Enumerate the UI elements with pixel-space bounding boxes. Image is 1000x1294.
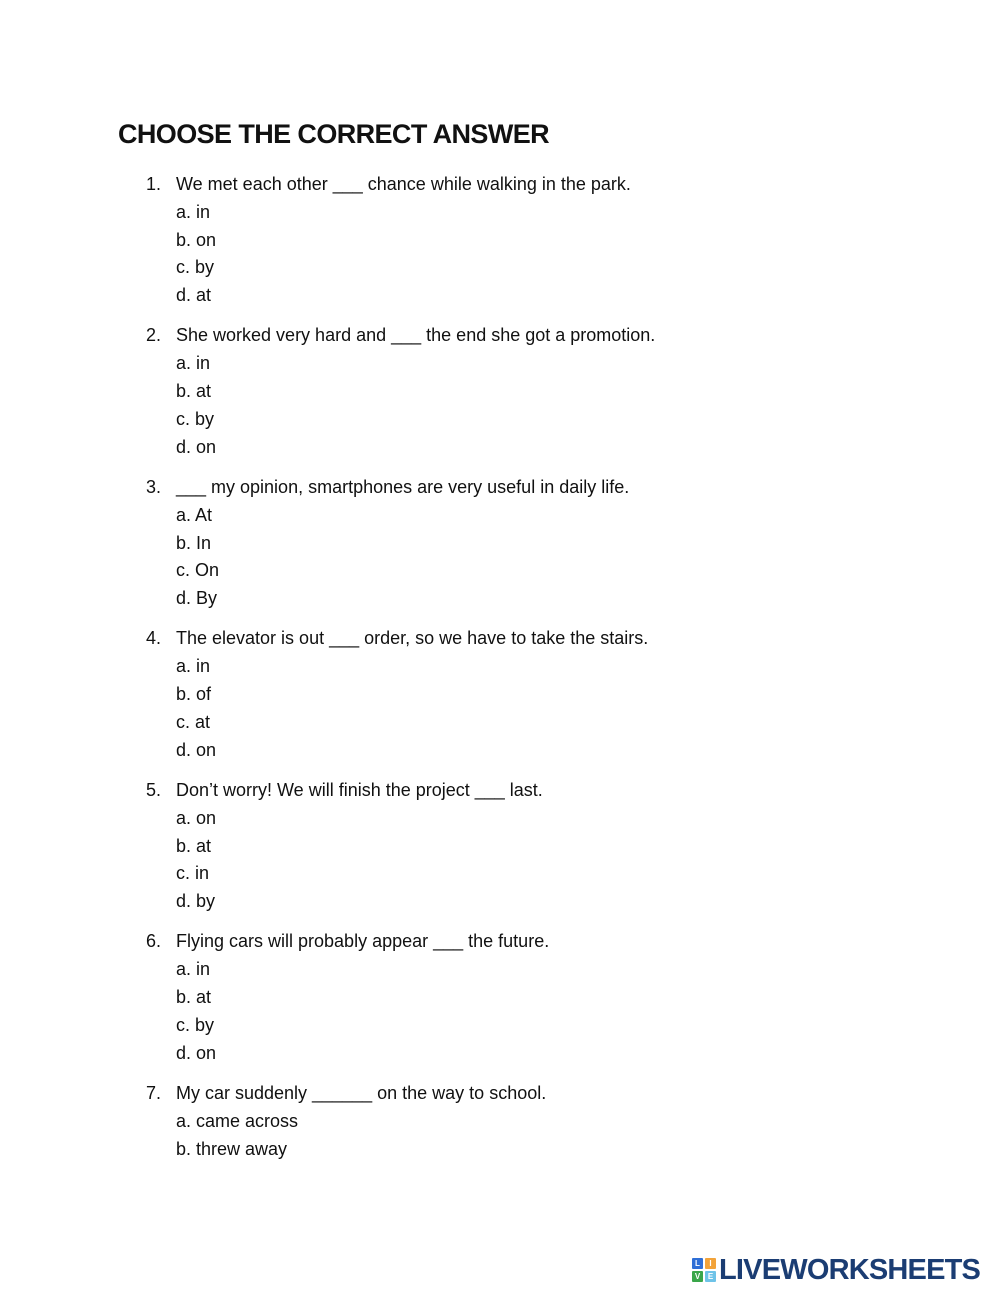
question-number: 2. (146, 325, 162, 346)
question-number: 5. (146, 779, 162, 800)
answer-option[interactable]: b. at (176, 381, 212, 402)
liveworksheets-logo (692, 1253, 980, 1287)
question-text: ___ my opinion, smartphones are very useful in daily life. (176, 476, 630, 497)
logo-mark-tile: V (692, 1271, 703, 1282)
question-number: 3. (146, 476, 162, 497)
answer-option[interactable]: a. on (176, 807, 217, 828)
answer-option[interactable]: d. By (176, 588, 218, 609)
answer-option[interactable]: a. in (176, 656, 211, 677)
question-text: Don’t worry! We will finish the project ___ last. (176, 779, 543, 800)
logo-mark-tile: E (705, 1271, 716, 1282)
answer-option[interactable]: d. on (176, 739, 217, 760)
answer-option[interactable]: b. of (176, 684, 212, 705)
question-line (146, 928, 866, 956)
logo-mark-tile: I (705, 1258, 716, 1269)
logo-text: LIVEWORKSHEETS (719, 1253, 981, 1286)
answer-option[interactable]: d. by (176, 891, 216, 912)
answer-option[interactable]: a. At (176, 504, 213, 525)
question-text: She worked very hard and ___ the end she got a promotion. (176, 325, 656, 346)
answer-option[interactable]: b. In (176, 532, 212, 553)
logo-mark-icon (692, 1258, 716, 1282)
question-number: 1. (146, 174, 162, 194)
question-5 (146, 777, 866, 916)
question-text: We met each other ___ chance while walking in the park. (176, 174, 631, 194)
answer-option[interactable]: a. in (176, 201, 211, 222)
question-number: 7. (146, 1082, 162, 1103)
logo-mark-tile: L (692, 1258, 703, 1269)
answer-option[interactable]: d. on (176, 436, 217, 457)
question-number: 4. (146, 628, 162, 649)
page-title: CHOOSE THE CORRECT ANSWER (118, 119, 550, 149)
question-text: Flying cars will probably appear ___ the future. (176, 931, 550, 952)
answer-option[interactable]: c. On (176, 560, 220, 581)
question-4 (146, 625, 866, 764)
answer-option[interactable]: b. at (176, 835, 212, 856)
answer-option[interactable]: c. by (176, 257, 215, 278)
question-text: My car suddenly ______ on the way to school. (176, 1082, 547, 1103)
answer-option[interactable]: c. by (176, 1014, 215, 1035)
question-number: 6. (146, 931, 162, 952)
question-line (146, 322, 866, 350)
question-line (146, 171, 866, 199)
answer-option[interactable]: a. in (176, 353, 211, 374)
question-7 (146, 1080, 866, 1163)
answer-option[interactable]: d. on (176, 1042, 217, 1063)
answer-option[interactable]: b. on (176, 229, 217, 250)
answer-option[interactable]: c. at (176, 711, 211, 732)
question-line (146, 625, 866, 653)
question-6 (146, 928, 866, 1067)
question-2 (146, 322, 866, 461)
answer-option[interactable]: a. came across (176, 1110, 299, 1131)
answer-option[interactable]: a. in (176, 959, 211, 980)
question-line (146, 777, 866, 805)
question-text: The elevator is out ___ order, so we have to take the stairs. (176, 628, 649, 649)
question-3 (146, 474, 866, 613)
question-line (146, 1080, 866, 1108)
answer-option[interactable]: b. at (176, 987, 212, 1008)
question-line (146, 474, 866, 502)
answer-option[interactable]: c. in (176, 863, 210, 884)
question-1 (146, 171, 866, 310)
question-list (146, 171, 866, 1176)
answer-option[interactable]: d. at (176, 285, 212, 306)
answer-option[interactable]: b. threw away (176, 1138, 288, 1159)
answer-option[interactable]: c. by (176, 408, 215, 429)
